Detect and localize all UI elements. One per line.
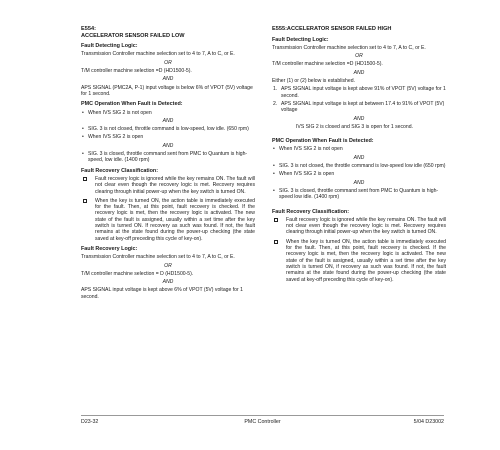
left-section-code: E554: (81, 26, 96, 32)
checkbox-icon (274, 240, 278, 244)
right-condition-2-number: 2. (273, 100, 278, 107)
page-footer (81, 419, 444, 427)
right-and-2: AND (353, 115, 365, 122)
left-recovery-logic-text-1: Transmission Controller machine selection set to 4 to 7, A to C, or E. (81, 254, 235, 261)
left-recovery-text-2: When the key is turned ON, the action table is immediately executed for the fault. Then, at this point, fault recovery is checked. If the recovery logic is met, then the recovery logic is activated. The new state of the fault is assigned, usually within a set time after the key switch is turned ON. If recovery as such was found. If not, the fault remains at the state found during the power-up checking (the state saved at key-off preceding this cycle of key-on). (95, 197, 255, 242)
left-fault-logic-text-1: Transmission Controller machine selection set to 4 to 7, A to C, or E. (81, 51, 235, 58)
left-recovery-class-heading: Fault Recovery Classification: (81, 167, 158, 174)
right-column (272, 26, 446, 286)
checkbox-icon (83, 199, 87, 203)
right-pmc-bullet-2: • SIG. 3 is not closed, the throttle command is low-speed low idle (650 rpm) (272, 163, 446, 169)
left-and-2: AND (162, 117, 174, 124)
left-recovery-text-1: Fault recovery logic is ignored while the key remains ON. The fault will not clear even though the recovery logic is met. Recovery requires clearing through initial power-up when the key switch is turned ON. (95, 175, 255, 195)
right-condition-list (272, 86, 446, 113)
left-column (81, 26, 255, 302)
right-recovery-text-1: Fault recovery logic is ignored while the key remains ON. The fault will not clear even though the recovery logic is met. Recovery requires clearing through initial power-up when the key switch is turned ON. (286, 216, 446, 236)
right-or-1: OR (355, 53, 363, 60)
right-fault-logic-heading: Fault Detecting Logic: (272, 36, 329, 43)
footer-divider (81, 415, 444, 416)
right-condition-1-number: 1. (273, 86, 278, 93)
right-fault-logic-text-1: Transmission Controller machine selection set to 4 to 7, A to C, or E. (272, 44, 426, 51)
right-pmc-list (272, 146, 446, 200)
left-fault-logic-heading: Fault Detecting Logic: (81, 43, 138, 50)
right-pmc-bullet-1: • When IVS SIG 2 is not open (272, 146, 446, 152)
left-pmc-bullet-3: • When IVS SIG 2 is open (81, 134, 255, 140)
right-fault-logic-text-3: Either (1) or (2) below is established. (272, 78, 355, 85)
checkbox-icon (83, 177, 87, 181)
right-recovery-list (272, 217, 446, 283)
left-pmc-bullet-1: • When IVS SIG 2 is not open (81, 110, 255, 116)
right-recovery-item-2 (272, 239, 446, 283)
left-section-title: ACCELERATOR SENSOR FAILED LOW (81, 32, 185, 39)
left-recovery-list (81, 176, 255, 242)
left-recovery-item-2 (81, 198, 255, 242)
right-condition-2 (272, 101, 446, 114)
right-pmc-bullet-4: • SIG. 3 is closed, throttle command sent from PMC to Quantum is high-speed low idle. (1400 rpm) (272, 188, 446, 201)
left-pmc-bullet-4: • SIG. 3 is closed, throttle command sent from PMC to Quantum is high-speed, low idle. (1400 rpm) (81, 151, 255, 164)
left-recovery-logic-text-3: APS SIGNAL input voltage is kept above 6% of VPOT (5V) voltage for 1 second. (81, 287, 243, 300)
left-pmc-heading: PMC Operation When Fault is Detected: (81, 101, 183, 108)
right-recovery-class-heading: Fault Recovery Classification: (272, 208, 349, 215)
left-pmc-list (81, 110, 255, 164)
right-section-title: E555:ACCELERATOR SENSOR FAILED HIGH (272, 26, 392, 32)
left-and-4: AND (162, 279, 174, 286)
left-and-1: AND (162, 76, 174, 83)
footer-section-name: PMC Controller (244, 419, 281, 425)
footer-page-number: D23-32 (81, 419, 99, 425)
footer-date-code: 5/04 D23002 (413, 419, 444, 425)
right-recovery-item-1 (272, 217, 446, 236)
right-condition-2-text: APS SIGNAL input voltage is kept at between 17.4 to 91% of VPOT (5V) voltage (281, 100, 445, 114)
right-and-1: AND (353, 69, 365, 76)
right-pmc-heading: PMC Operation When Fault is Detected: (272, 138, 374, 145)
right-recovery-text-2: When the key is turned ON, the action table is immediately executed for the fault. Then, at this point, fault recovery is checked. If the recovery logic is met, then the recovery logic is activated. The new state of the fault is assigned, usually within a set time after the key switch is turned ON, if recovery as such was found. If not, the fault remains at the state found during the power-up checking (the state saved at key-off preceding this cycle of key-on). (286, 238, 446, 283)
checkbox-icon (274, 218, 278, 222)
left-recovery-logic-text-2: T/M controller machine selection = D (HD1500-5). (81, 270, 194, 277)
left-or-1: OR (164, 59, 172, 66)
left-recovery-logic-heading: Fault Recovery Logic: (81, 245, 138, 252)
right-pmc-bullet-3: • When IVS SIG 2 is open (272, 171, 446, 177)
left-recovery-item-1 (81, 176, 255, 195)
right-condition-1 (272, 86, 446, 99)
right-fault-logic-text-2: T/M controller machine selection =D (HD1500-5). (272, 61, 383, 68)
left-and-3: AND (162, 142, 174, 149)
right-ivs-text: IVS SIG 2 is closed and SIG 3 is open for 1 second. (296, 123, 413, 130)
left-pmc-bullet-2: • SIG. 3 is not closed, throttle command is low-speed, low idle. (650 rpm) (81, 126, 255, 132)
right-and-3: AND (353, 154, 365, 161)
right-condition-1-text: APS SIGNAL input voltage is kept above 91% of VPOT (5V) voltage for 1 second. (281, 86, 446, 99)
right-and-4: AND (353, 179, 365, 186)
left-fault-logic-text-2: T/M controller machine selection =D (HD1500-5). (81, 68, 192, 75)
left-or-2: OR (164, 262, 172, 269)
left-fault-logic-text-3: APS SIGNAL (PMC2A, P-1) input voltage is below 6% of VPOT (5V) voltage for 1 second. (81, 84, 253, 97)
